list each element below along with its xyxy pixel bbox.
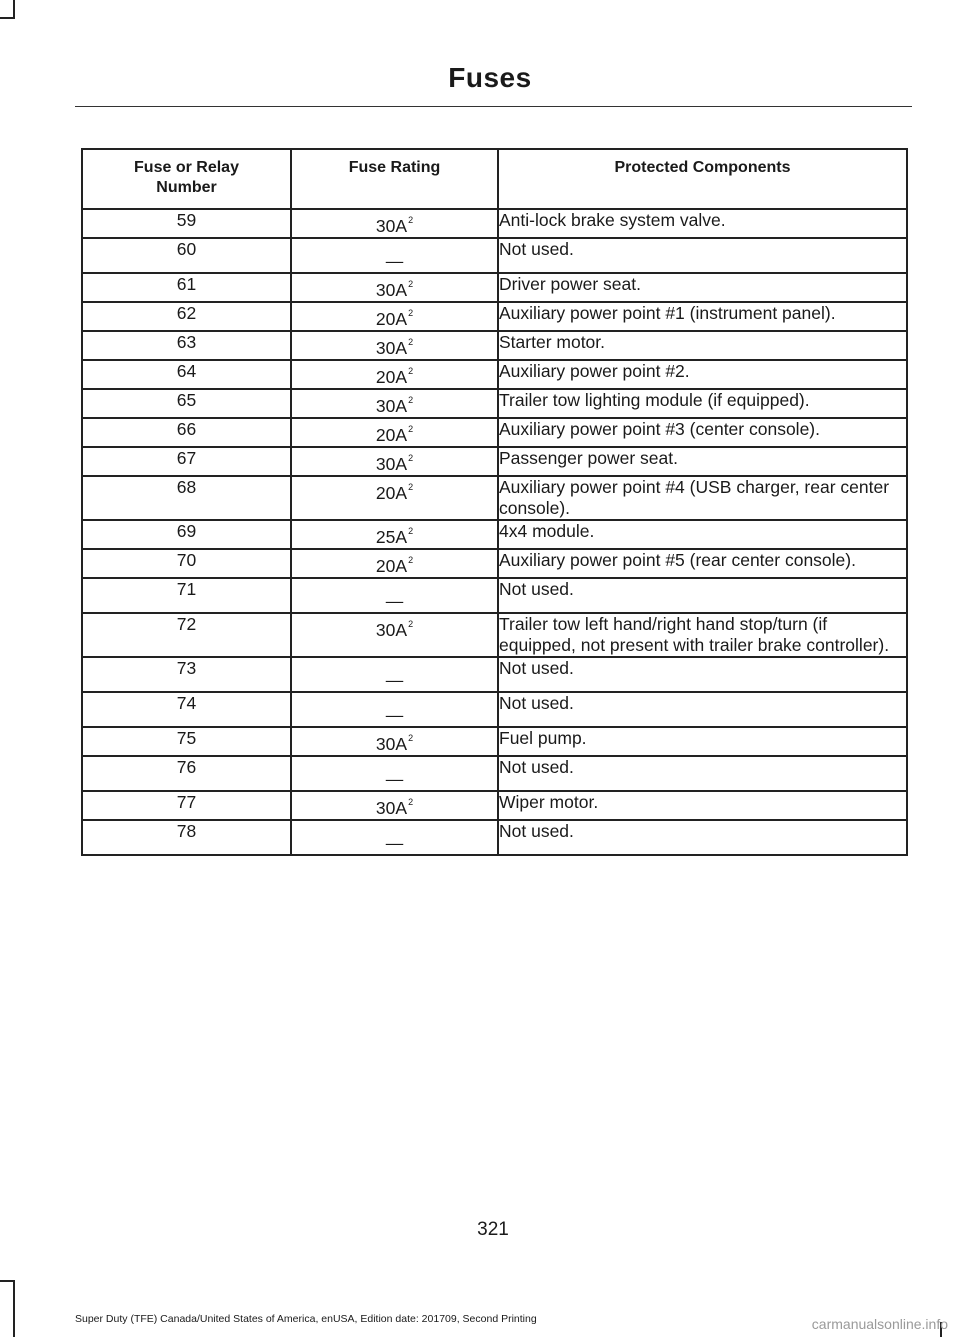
- protected-component-cell: Auxiliary power point #2.: [498, 360, 907, 389]
- fuse-rating-cell: [291, 209, 498, 238]
- fuse-rating-cell: [291, 657, 498, 692]
- fuse-rating-value: —: [385, 769, 404, 789]
- table-row: [82, 657, 907, 692]
- protected-component-cell: 4x4 module.: [498, 520, 907, 549]
- fuse-rating-value: —: [385, 251, 404, 271]
- column-header-components: Protected Components: [498, 149, 907, 209]
- fuse-rating-cell: [291, 756, 498, 791]
- table-row: [82, 238, 907, 273]
- fuse-rating-cell: [291, 820, 498, 855]
- footnote-marker: 2: [408, 308, 414, 318]
- fuse-number-cell: 60: [82, 238, 291, 273]
- fuse-rating-cell: [291, 791, 498, 820]
- footnote-marker: 2: [408, 526, 414, 536]
- table-row: [82, 756, 907, 791]
- fuse-number-cell: 61: [82, 273, 291, 302]
- protected-component-cell: Trailer tow lighting module (if equipped).: [498, 389, 907, 418]
- protected-component-cell: Trailer tow left hand/right hand stop/turn (if equipped, not present with trailer brake controller).: [498, 613, 907, 657]
- footnote-marker: 2: [408, 453, 414, 463]
- fuse-rating-value: 30A: [375, 734, 408, 754]
- watermark: carmanualsonline.info: [811, 1316, 948, 1332]
- footnote-marker: 2: [408, 215, 414, 225]
- fuse-rating-cell: [291, 447, 498, 476]
- table-row: [82, 273, 907, 302]
- protected-component-cell: Auxiliary power point #5 (rear center console).: [498, 549, 907, 578]
- footnote-marker: 2: [408, 366, 414, 376]
- fuse-number-cell: 63: [82, 331, 291, 360]
- fuse-rating-cell: [291, 476, 498, 520]
- fuse-rating-value: —: [385, 833, 404, 853]
- fuse-number-cell: 59: [82, 209, 291, 238]
- footnote-marker: 2: [408, 482, 414, 492]
- protected-component-cell: Fuel pump.: [498, 727, 907, 756]
- page-number: 321: [477, 1219, 509, 1240]
- fuse-number-cell: 78: [82, 820, 291, 855]
- table-row: [82, 389, 907, 418]
- table-row: [82, 360, 907, 389]
- table-row: [82, 302, 907, 331]
- table-row: [82, 209, 907, 238]
- footnote-marker: 2: [408, 395, 414, 405]
- protected-component-cell: Not used.: [498, 692, 907, 727]
- title-divider: [75, 106, 912, 107]
- table-row: [82, 613, 907, 657]
- fuse-rating-value: 30A: [375, 216, 408, 236]
- fuse-table: [81, 148, 908, 856]
- fuse-number-cell: 76: [82, 756, 291, 791]
- footnote-marker: 2: [408, 555, 414, 565]
- crop-mark: [13, 1280, 15, 1337]
- table-header-row: [82, 149, 907, 209]
- fuse-rating-value: —: [385, 670, 404, 690]
- fuse-rating-value: 30A: [375, 338, 408, 358]
- table-row: [82, 820, 907, 855]
- fuse-rating-value: 20A: [375, 309, 408, 329]
- fuse-number-cell: 71: [82, 578, 291, 613]
- fuse-rating-value: 30A: [375, 454, 408, 474]
- protected-component-cell: Auxiliary power point #3 (center console).: [498, 418, 907, 447]
- fuse-rating-cell: [291, 360, 498, 389]
- table-row: [82, 447, 907, 476]
- table-row: [82, 520, 907, 549]
- fuse-rating-value: 25A: [375, 527, 408, 547]
- fuse-rating-cell: [291, 613, 498, 657]
- fuse-number-cell: 68: [82, 476, 291, 520]
- fuse-number-cell: 75: [82, 727, 291, 756]
- fuse-number-cell: 65: [82, 389, 291, 418]
- fuse-rating-value: 30A: [375, 280, 408, 300]
- fuse-number-cell: 64: [82, 360, 291, 389]
- fuse-number-cell: 77: [82, 791, 291, 820]
- fuse-rating-value: 30A: [375, 620, 408, 640]
- fuse-number-cell: 66: [82, 418, 291, 447]
- protected-component-cell: Auxiliary power point #4 (USB charger, rear center console).: [498, 476, 907, 520]
- table-row: [82, 418, 907, 447]
- page-title: Fuses: [448, 62, 532, 93]
- table-row: [82, 549, 907, 578]
- fuse-rating-value: —: [385, 705, 404, 725]
- fuse-rating-value: 30A: [375, 798, 408, 818]
- fuse-rating-cell: [291, 302, 498, 331]
- column-header-rating: Fuse Rating: [291, 149, 498, 209]
- footnote-marker: 2: [408, 619, 414, 629]
- fuse-rating-value: —: [385, 591, 404, 611]
- table-row: [82, 692, 907, 727]
- table-row: [82, 727, 907, 756]
- fuse-number-cell: 62: [82, 302, 291, 331]
- protected-component-cell: Anti-lock brake system valve.: [498, 209, 907, 238]
- fuse-number-cell: 69: [82, 520, 291, 549]
- crop-mark: [0, 1280, 15, 1282]
- fuse-rating-cell: [291, 520, 498, 549]
- footnote-marker: 2: [408, 797, 414, 807]
- fuse-rating-cell: [291, 273, 498, 302]
- footer-edition-text: Super Duty (TFE) Canada/United States of America, enUSA, Edition date: 201709, Second Printing: [75, 1313, 537, 1325]
- fuse-rating-cell: [291, 692, 498, 727]
- protected-component-cell: Auxiliary power point #1 (instrument panel).: [498, 302, 907, 331]
- fuse-number-cell: 72: [82, 613, 291, 657]
- table-row: [82, 578, 907, 613]
- fuse-number-cell: 74: [82, 692, 291, 727]
- crop-mark: [0, 17, 15, 19]
- fuse-rating-cell: [291, 727, 498, 756]
- footnote-marker: 2: [408, 337, 414, 347]
- protected-component-cell: Not used.: [498, 756, 907, 791]
- protected-component-cell: Passenger power seat.: [498, 447, 907, 476]
- protected-component-cell: Not used.: [498, 578, 907, 613]
- fuse-rating-value: 20A: [375, 425, 408, 445]
- fuse-number-cell: 70: [82, 549, 291, 578]
- table-row: [82, 331, 907, 360]
- fuse-number-cell: 67: [82, 447, 291, 476]
- table-row: [82, 476, 907, 520]
- footnote-marker: 2: [408, 279, 414, 289]
- fuse-table-body: [82, 209, 907, 855]
- fuse-rating-value: 20A: [375, 367, 408, 387]
- table-row: [82, 791, 907, 820]
- fuse-rating-cell: [291, 331, 498, 360]
- protected-component-cell: Not used.: [498, 657, 907, 692]
- fuse-rating-cell: [291, 578, 498, 613]
- footnote-marker: 2: [408, 733, 414, 743]
- fuse-rating-cell: [291, 238, 498, 273]
- fuse-rating-value: 20A: [375, 483, 408, 503]
- protected-component-cell: Driver power seat.: [498, 273, 907, 302]
- fuse-number-cell: 73: [82, 657, 291, 692]
- footnote-marker: 2: [408, 424, 414, 434]
- fuse-rating-value: 30A: [375, 396, 408, 416]
- fuse-rating-cell: [291, 418, 498, 447]
- fuse-rating-value: 20A: [375, 556, 408, 576]
- fuse-rating-cell: [291, 549, 498, 578]
- protected-component-cell: Not used.: [498, 238, 907, 273]
- protected-component-cell: Not used.: [498, 820, 907, 855]
- protected-component-cell: Starter motor.: [498, 331, 907, 360]
- protected-component-cell: Wiper motor.: [498, 791, 907, 820]
- fuse-rating-cell: [291, 389, 498, 418]
- column-header-number: Fuse or Relay Number: [82, 149, 291, 209]
